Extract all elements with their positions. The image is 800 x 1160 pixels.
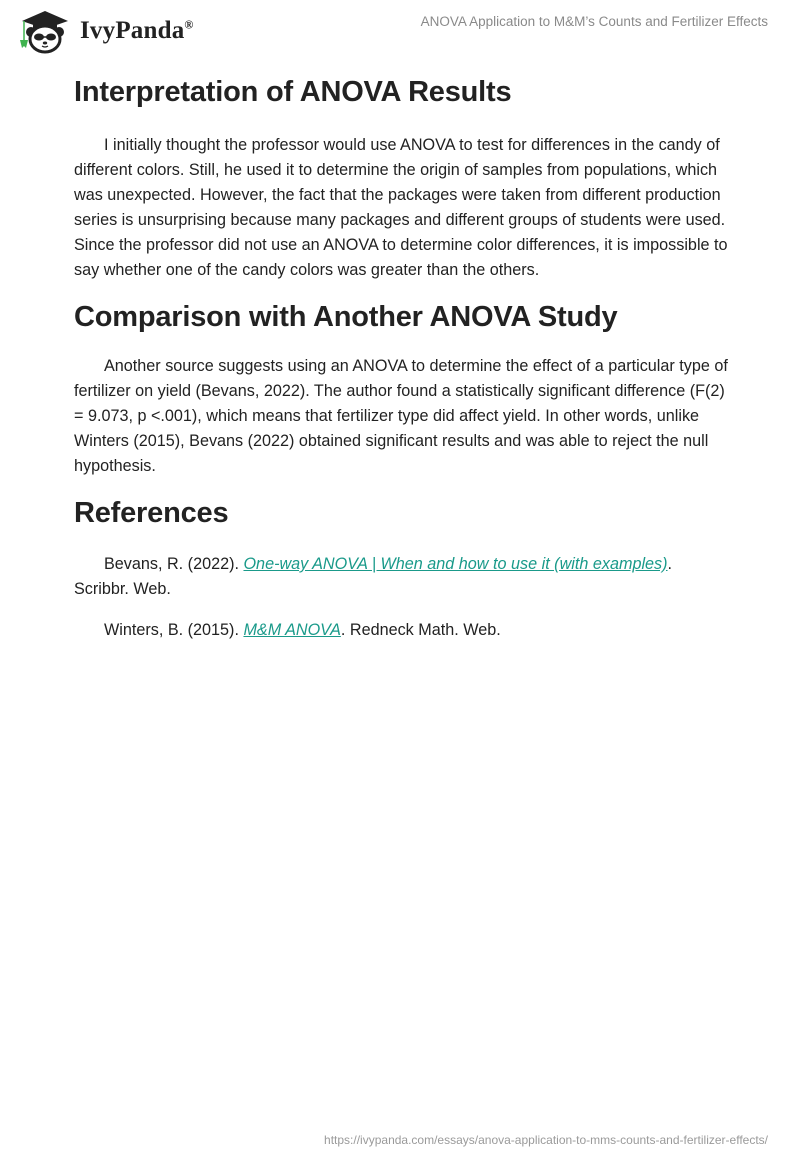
reference-prefix: Bevans, R. (2022). [104,555,244,573]
panda-graduate-icon [16,8,74,54]
interpretation-paragraph: I initially thought the professor would use ANOVA to test for differences in the candy of different colors. Still, he used it to determine the origin of samples from populations, which was unexpected. However, the fact that the packages were taken from different production series is unsurprising because many packages and different groups of students were used. Since the professor did not use an ANOVA to determine color differences, it is impossible to say whether one of the candy colors was greater than the others. [74,136,728,279]
page-header [0,0,800,60]
reference-suffix: . Redneck Math. Web. [340,621,501,639]
reference-link-winters[interactable]: M&M ANOVA [243,621,341,639]
reference-item-bevans [74,552,730,602]
reference-link-bevans[interactable]: One-way ANOVA | When and how to use it (with examples) [243,555,668,573]
reference-item-winters [74,618,730,643]
document-title: ANOVA Application to M&M’s Counts and Fertilizer Effects [420,14,768,29]
ivypanda-logo[interactable] [16,8,194,54]
reference-suffix: . Scribbr. Web. [74,555,673,598]
essay-content [74,72,730,643]
logo-text: IvyPanda® [80,17,194,44]
comparison-paragraph: Another source suggests using an ANOVA to determine the effect of a particular type of fertilizer on yield (Bevans, 2022). The author found a statistically significant difference (F(2) = 9.073, p <.001), which means that fertilizer type did affect yield. In other words, unlike Winters (2015), Bevans (2022) obtained significant results and was able to reject the null hypothesis. [74,357,728,475]
section-heading-interpretation: Interpretation of ANOVA Results [74,76,512,108]
reference-prefix: Winters, B. (2015). [104,621,244,639]
footer-url[interactable]: https://ivypanda.com/essays/anova-application-to-mms-counts-and-fertilizer-effects/ [324,1133,768,1147]
section-heading-comparison: Comparison with Another ANOVA Study [74,301,618,333]
section-heading-references: References [74,497,229,529]
